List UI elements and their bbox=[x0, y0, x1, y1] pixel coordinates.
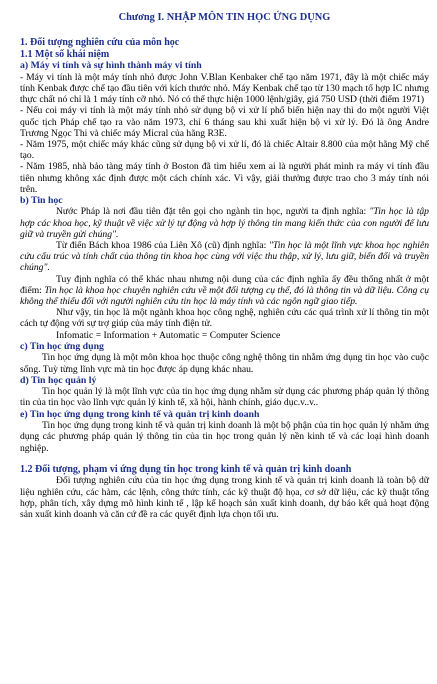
paragraph-a4: - Năm 1985, nhà bảo tàng máy tính ở Boston đã tìm hiểu xem ai là người phát minh ra máy vi tính đầu tiên nhưng không xác định được một cách chính xác. Vì vậy, giải thưởng được trao cho 3 máy tính nói trên. bbox=[20, 161, 429, 195]
paragraph-d1: Tin học quản lý là một lĩnh vực của tin học ứng dụng nhằm sử dụng các phương pháp quản lý thông tin của tin học vào lĩnh vực quản lý kinh tế, xã hội, hành chính, giáo dục.v..v.. bbox=[20, 386, 429, 409]
heading-c: c) Tin học ứng dụng bbox=[20, 340, 104, 352]
heading-a: a) Máy vi tính và sự hình thành máy vi tính bbox=[20, 60, 202, 72]
spacer bbox=[20, 454, 429, 464]
heading-b: b) Tin học bbox=[20, 194, 63, 206]
paragraph-a2: - Nếu coi máy vi tính là một máy tính nhỏ sử dụng bộ vi xử lí phổ biến hiện nay thì do một người Việt quốc tịch Pháp chế tạo ra vào năm 1973, chỉ 6 tháng sau khi xuất hiện bộ vi xử lý. Đó là ông Andre Trương Ngọc Thi và chiếc máy Micral của hãng R3E. bbox=[20, 105, 429, 139]
section-heading: 1. Đối tượng nghiên cứu của môn học bbox=[20, 37, 180, 49]
chapter-title: Chương I. NHẬP MÔN TIN HỌC ỨNG DỤNG bbox=[118, 12, 331, 23]
paragraph-c1: Tin học ứng dụng là một môn khoa học thuộc công nghệ thông tin nhằm ứng dụng tin học vào cuộc sống. Tuỳ từng lĩnh vực mà tin học được áp dụng khác nhau. bbox=[20, 352, 429, 375]
paragraph-e1: Tin học ứng dụng trong kinh tế và quản trị kinh doanh là một bộ phận của tin học quản lý nhằm ứng dụng các phương pháp quản lý thông tin của tin học trong quản lý nền kinh tế và các loại hình doanh nghiệp. bbox=[20, 420, 429, 454]
paragraph-1-2: Đối tượng nghiên cứu của tin học ứng dụng trong kinh tế và quản trị kinh doanh là toàn bộ dữ liệu nghiên cứu, các hàm, các lệnh, công thức tính, các kỹ thuật độ họa, cơ sở dữ liệu, các kỹ thuật tổng hợp, phân tích, xây dựng mô hình kinh tế , lập kế hoạch sản xuất kinh doanh, dự báo kết quả hoạt động sản xuất kinh doanh và căn cứ đề ra các quyết định lựa chọn tối ưu. bbox=[20, 475, 429, 520]
paragraph-b1-lead: Nước Pháp là nơi đầu tiên đặt tên gọi cho ngành tin học, người ta định nghĩa: bbox=[56, 206, 370, 218]
heading-e: e) Tin học ứng dụng trong kinh tế và quản trị kinh doanh bbox=[20, 408, 260, 420]
paragraph-b1-quote: "Tin học là tập hợp các khoa học, kỹ thuật về việc xử lý tự động và hợp lý thông tin mang kiến thức của con người để lưu giữ và truyền gửi chúng". bbox=[20, 206, 429, 240]
paragraph-b1 bbox=[20, 206, 429, 240]
paragraph-b3-lead: Tuy định nghĩa có thể khác nhau nhưng nội dung của các định nghĩa ấy đều thống nhất ở một điểm: bbox=[20, 273, 429, 296]
paragraph-b3-quote: Tin học là khoa học chuyên nghiên cứu về một đối tượng cụ thể, đó là thông tin và dữ liệu. Công cụ không thể thiếu đối với người nghiên cứu tin học là máy tính và các ngôn ngữ giao tiếp. bbox=[20, 284, 430, 308]
paragraph-b4: Như vậy, tin học là một ngành khoa học công nghệ, nghiên cứu các quá trình xử lí thông tin một cách tự động với sự trợ giúp của máy tính điện tử. bbox=[20, 307, 429, 330]
section-1-2-heading: 1.2 Đối tượng, phạm vi ứng dụng tin học trong kinh tế và quản trị kinh doanh bbox=[20, 463, 352, 475]
paragraph-b2-lead: Từ điển Bách khoa 1986 của Liên Xô (cũ) định nghĩa: bbox=[56, 240, 269, 252]
paragraph-b3 bbox=[20, 274, 429, 308]
paragraph-b2 bbox=[20, 240, 429, 274]
subsection-heading: 1.1 Một số khái niệm bbox=[20, 48, 110, 60]
paragraph-a3: - Năm 1975, một chiếc máy khác cũng sử dụng bộ vi xử lí, đó là chiếc Altair 8.800 của một hãng Mỹ chế tạo. bbox=[20, 138, 429, 162]
paragraph-a1: - Máy vi tính là một máy tính nhỏ được John V.Blan Kenbaker chế tạo năm 1971, đây là một chiếc máy tính Kenbak được chế tạo đầu tiên với kích thước nhỏ. Máy Kenbak chế tạo từ 130 mạch tổ hợp IC nhưng thực chất nó chỉ là 1 máy tính cỡ nhỏ. Nó có thể thực hiện 1000 lệnh/giây, giá 750 USD (thời điểm 1971) bbox=[20, 71, 429, 106]
heading-d: d) Tin học quản lý bbox=[20, 374, 97, 386]
formula: Infomatic = Information + Automatic = Computer Science bbox=[56, 329, 281, 341]
paragraph-b2-quote: "Tin học là một lĩnh vực khoa học nghiên cứu cấu trúc và tính chất của thông tin khoa học cùng với việc thu thập, xử lý, lưu giữ, biến đổi và truyền chúng". bbox=[20, 240, 429, 274]
